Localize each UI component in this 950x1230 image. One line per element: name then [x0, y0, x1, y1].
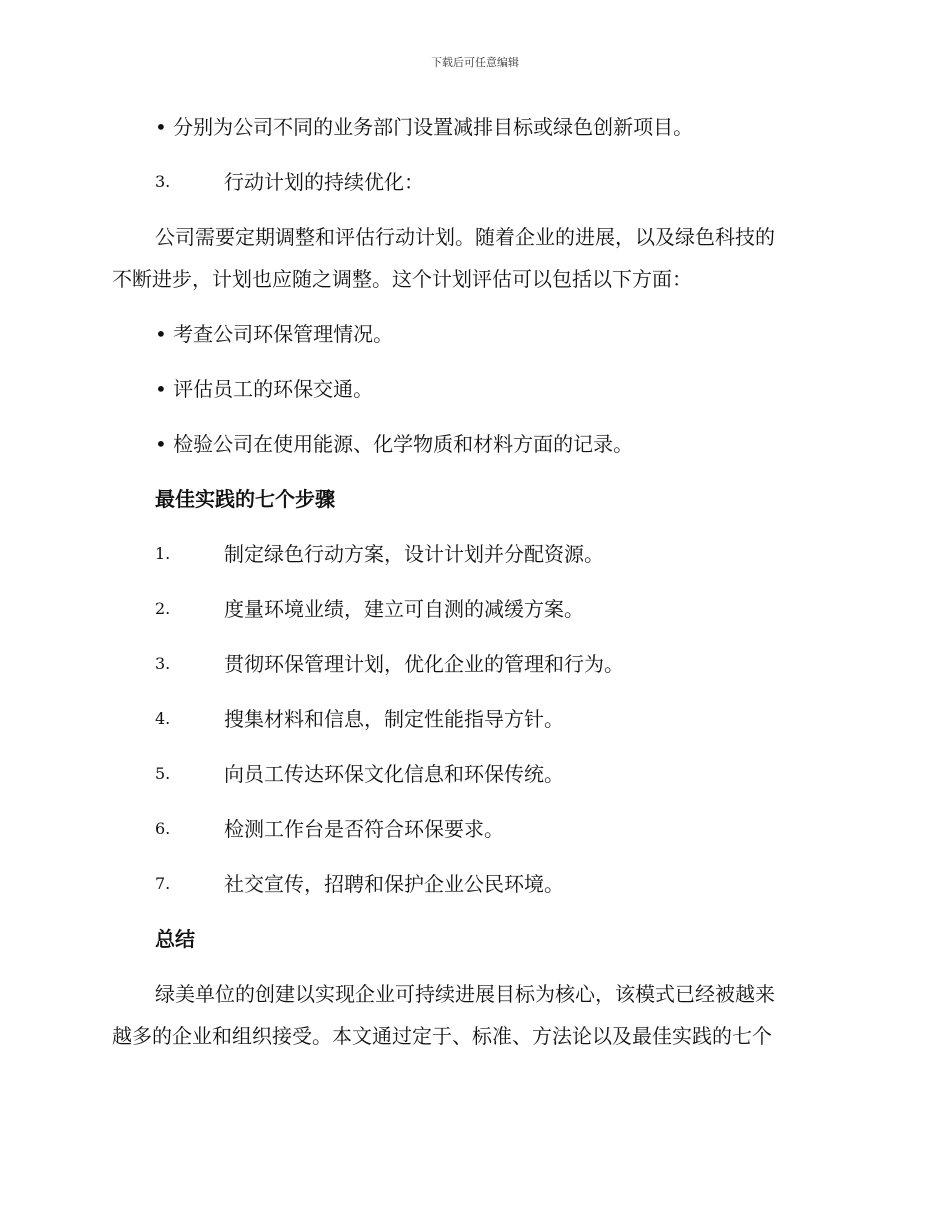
paragraph-line: 不断进步，计划也应随之调整。这个计划评估可以包括以下方面：: [112, 267, 692, 291]
bullet-item: • 考查公司环保管理情况。: [155, 322, 394, 346]
step-number: 1.: [155, 544, 171, 563]
section-heading-summary: 总结: [155, 927, 195, 951]
step-number: 6.: [155, 819, 171, 838]
section-heading-steps: 最佳实践的七个步骤: [155, 487, 335, 511]
section-title: 行动计划的持续优化：: [224, 170, 424, 194]
step-number: 7.: [155, 874, 171, 893]
step-text: 搜集材料和信息，制定性能指导方针。: [224, 707, 564, 731]
section-number: 3.: [155, 172, 171, 191]
bullet-department-targets: • 分别为公司不同的业务部门设置减排目标或绿色创新项目。: [155, 115, 694, 139]
bullet-item: • 评估员工的环保交通。: [155, 377, 374, 401]
step-text: 社交宣传，招聘和保护企业公民环境。: [224, 872, 564, 896]
step-number: 4.: [155, 709, 171, 728]
step-text: 制定绿色行动方案，设计计划并分配资源。: [224, 542, 604, 566]
paragraph-line: 公司需要定期调整和评估行动计划。随着企业的进展，以及绿色科技的: [155, 225, 775, 249]
step-text: 度量环境业绩，建立可自测的减缓方案。: [224, 597, 584, 621]
step-text: 向员工传达环保文化信息和环保传统。: [224, 762, 564, 786]
step-text: 贯彻环保管理计划，优化企业的管理和行为。: [224, 652, 624, 676]
step-number: 3.: [155, 654, 171, 673]
summary-line: 绿美单位的创建以实现企业可持续进展目标为核心，该模式已经被越来: [155, 982, 775, 1006]
summary-line: 越多的企业和组织接受。本文通过定于、标准、方法论以及最佳实践的七个: [112, 1024, 772, 1048]
step-number: 5.: [155, 764, 171, 783]
bullet-item: • 检验公司在使用能源、化学物质和材料方面的记录。: [155, 432, 634, 456]
step-text: 检测工作台是否符合环保要求。: [224, 817, 504, 841]
step-number: 2.: [155, 599, 171, 618]
page-header: 下载后可任意编辑: [431, 56, 519, 69]
